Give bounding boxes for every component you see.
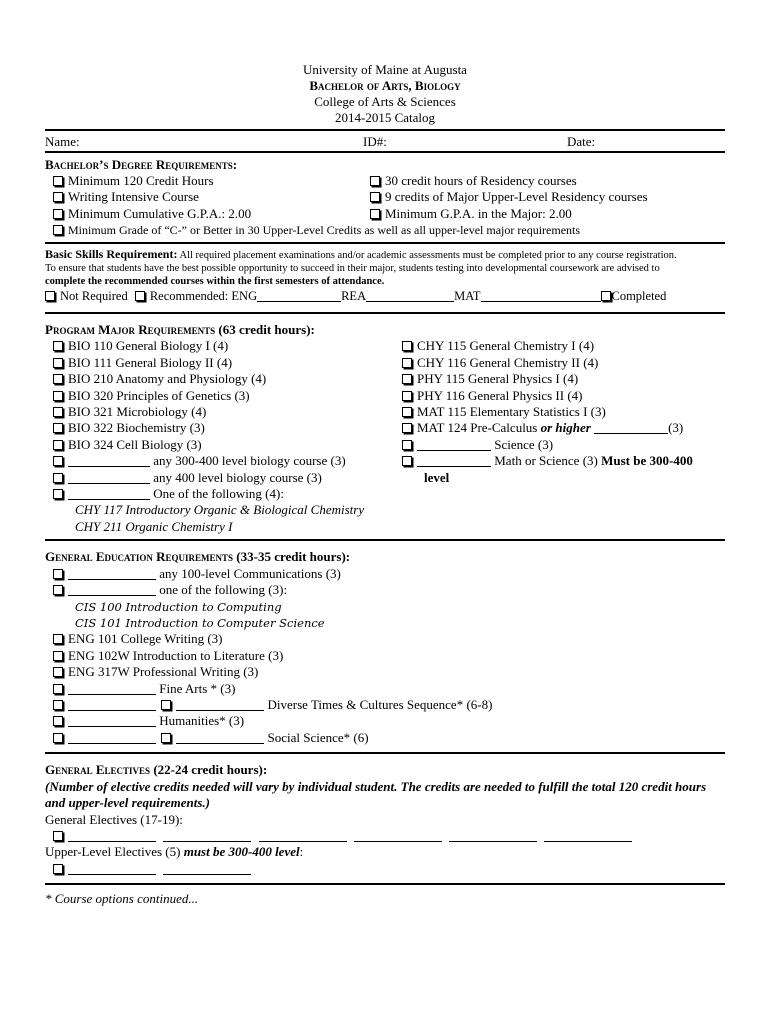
checkbox[interactable] — [53, 489, 63, 499]
major-section — [45, 322, 725, 535]
checklist-item: any 400 level biology course (3) — [53, 470, 383, 486]
bachelor-left — [53, 173, 251, 222]
checkbox[interactable] — [53, 585, 63, 595]
bachelor-title: Bachelor’s Degree Requirements: — [45, 157, 238, 172]
checklist-item: BIO 324 Cell Biology (3) — [53, 437, 383, 453]
basic-skills-options: Not Required Recommended: ENG REA MAT Completed — [45, 288, 725, 304]
checklist-item: PHY 115 General Physics I (4) — [402, 371, 732, 387]
checklist-item: Fine Arts * (3) — [53, 681, 725, 697]
checklist-item: Minimum 120 Credit Hours — [53, 173, 251, 189]
checkbox[interactable] — [45, 291, 55, 301]
checkbox[interactable] — [53, 341, 63, 351]
bachelor-right — [370, 173, 648, 222]
checklist-item: ENG 101 College Writing (3) — [53, 631, 725, 647]
checkbox[interactable] — [402, 391, 412, 401]
checkbox[interactable] — [161, 700, 171, 710]
checkbox[interactable] — [53, 374, 63, 384]
checklist-item: Math or Science (3) Must be 300-400 — [402, 453, 732, 469]
checkbox[interactable] — [53, 423, 63, 433]
checklist-item: BIO 210 Anatomy and Physiology (4) — [53, 371, 383, 387]
college-name: College of Arts & Sciences — [314, 94, 456, 109]
worksheet-page — [45, 62, 725, 908]
checklist-item: one of the following (3): — [53, 582, 725, 598]
checklist-item: BIO 111 General Biology II (4) — [53, 355, 383, 371]
checkbox[interactable] — [402, 341, 412, 351]
checkbox[interactable] — [53, 667, 63, 677]
checkbox[interactable] — [53, 473, 63, 483]
basic-skills-recommend: complete the recommended courses within the first semesters of attendance. — [45, 276, 385, 287]
checkbox[interactable] — [135, 291, 145, 301]
electives-title: General Electives (22-24 credit hours): — [45, 762, 268, 778]
checkbox[interactable] — [402, 440, 412, 450]
checklist-item: Social Science* (6) — [53, 730, 725, 746]
checklist-item: any 100-level Communications (3) — [53, 566, 725, 582]
course-blank[interactable] — [163, 862, 251, 875]
course-blank[interactable] — [68, 471, 150, 484]
divider — [45, 151, 725, 153]
checkbox[interactable] — [53, 456, 63, 466]
course-blank[interactable] — [594, 421, 668, 434]
bachelor-requirements — [45, 157, 725, 240]
course-option: CHY 117 Introductory Organic & Biological Chemistry — [75, 502, 365, 518]
course-blank[interactable] — [68, 583, 156, 596]
catalog-year: 2014-2015 Catalog — [334, 110, 435, 125]
course-blank[interactable] — [176, 731, 264, 744]
checkbox[interactable] — [370, 209, 380, 219]
basic-skills-advice: To ensure that students have the best possible opportunity to succeed in their major, students testing into developmental coursework are advised to — [45, 263, 660, 274]
electives-note: (Number of elective credits needed will vary by individual student. The credits are needed to fulfill the total 120 credit hours and upper-level requirements.) — [45, 778, 707, 811]
checklist-item: PHY 116 General Physics II (4) — [402, 388, 732, 404]
checklist-item: BIO 110 General Biology I (4) — [53, 338, 383, 354]
major-right — [402, 338, 732, 486]
electives-section — [45, 762, 725, 877]
checkbox[interactable] — [402, 358, 412, 368]
course-blank[interactable] — [68, 731, 156, 744]
divider — [45, 883, 725, 885]
course-blank[interactable] — [68, 454, 150, 467]
checklist-item: CHY 115 General Chemistry I (4) — [402, 338, 732, 354]
general-electives-blanks — [45, 828, 725, 844]
gened-title: General Education Requirements (33-35 credit hours): — [45, 549, 351, 565]
name-label[interactable]: Name: — [45, 134, 80, 149]
checkbox[interactable] — [53, 864, 63, 874]
course-blank[interactable] — [544, 829, 632, 842]
checkbox[interactable] — [53, 440, 63, 450]
checkbox[interactable] — [53, 407, 63, 417]
checkbox[interactable] — [161, 733, 171, 743]
rea-blank[interactable] — [366, 289, 454, 302]
eng-blank[interactable] — [257, 289, 341, 302]
checklist-item: Minimum Grade of “C-” or Better in 30 Upper-Level Credits as well as all upper-level major requirements — [53, 222, 580, 238]
checklist-item: ENG 102W Introduction to Literature (3) — [53, 648, 725, 664]
checkbox[interactable] — [53, 569, 63, 579]
checkbox[interactable] — [53, 831, 63, 841]
checklist-item: any 300-400 level biology course (3) — [53, 453, 383, 469]
checklist-item: Humanities* (3) — [53, 713, 725, 729]
basic-skills-text: Basic Skills Requirement: All required placement examinations and/or academic assessments must be completed prior to any course registration. — [45, 247, 677, 261]
checklist-item: CHY 116 General Chemistry II (4) — [402, 355, 732, 371]
checklist-item: MAT 124 Pre-Calculus or higher (3) — [402, 420, 732, 436]
course-blank[interactable] — [68, 682, 156, 695]
date-label[interactable]: Date: — [567, 134, 596, 149]
checklist-item: Minimum Cumulative G.P.A.: 2.00 — [53, 206, 251, 222]
checkbox[interactable] — [53, 391, 63, 401]
footer-note: * Course options continued... — [45, 891, 199, 907]
divider — [45, 539, 725, 541]
checkbox[interactable] — [53, 684, 63, 694]
checklist-item: 9 credits of Major Upper-Level Residency courses — [370, 189, 648, 205]
checklist-item: Science (3) — [402, 437, 732, 453]
checkbox[interactable] — [402, 423, 412, 433]
course-blank[interactable] — [163, 829, 251, 842]
checkbox[interactable] — [53, 651, 63, 661]
course-blank[interactable] — [68, 862, 156, 875]
checklist-item: ENG 317W Professional Writing (3) — [53, 664, 725, 680]
checkbox[interactable] — [402, 374, 412, 384]
basic-skills-section — [45, 244, 725, 304]
major-title: Program Major Requirements (63 credit hours): — [45, 322, 315, 338]
checkbox[interactable] — [53, 700, 63, 710]
checkbox[interactable] — [370, 192, 380, 202]
course-blank[interactable] — [259, 829, 347, 842]
checkbox[interactable] — [53, 209, 63, 219]
checkbox[interactable] — [53, 358, 63, 368]
checklist-item: BIO 321 Microbiology (4) — [53, 404, 383, 420]
level-note: level — [424, 469, 450, 485]
course-blank[interactable] — [176, 698, 264, 711]
checkbox[interactable] — [370, 176, 380, 186]
course-blank[interactable] — [68, 567, 156, 580]
checklist-item: One of the following (4): — [53, 486, 383, 502]
checkbox[interactable] — [53, 176, 63, 186]
checklist-item: Writing Intensive Course — [53, 189, 251, 205]
student-info-line — [45, 131, 725, 151]
course-blank[interactable] — [417, 454, 491, 467]
checkbox[interactable] — [53, 634, 63, 644]
course-option: CIS 100 Introduction to Computing — [75, 599, 282, 614]
checkbox[interactable] — [53, 733, 63, 743]
course-option: CIS 101 Introduction to Computer Science — [75, 616, 325, 631]
upper-electives-blanks — [45, 861, 725, 877]
checklist-item: 30 credit hours of Residency courses — [370, 173, 648, 189]
degree-title: Bachelor of Arts, Biology — [309, 78, 461, 93]
id-label[interactable]: ID#: — [363, 134, 387, 149]
course-blank[interactable] — [68, 714, 156, 727]
major-left — [53, 338, 383, 535]
checklist-item: Diverse Times & Cultures Sequence* (6-8) — [53, 697, 725, 713]
course-option: CHY 211 Organic Chemistry I — [75, 518, 233, 534]
divider — [45, 752, 725, 754]
course-blank[interactable] — [68, 698, 156, 711]
general-electives-label: General Electives (17-19): — [45, 811, 183, 827]
university-name: University of Maine at Augusta — [303, 62, 467, 77]
upper-electives-label: Upper-Level Electives (5) must be 300-400 level: — [45, 844, 304, 860]
checklist-item: BIO 320 Principles of Genetics (3) — [53, 388, 383, 404]
checklist-item: BIO 322 Biochemistry (3) — [53, 420, 383, 436]
gened-section — [45, 549, 725, 746]
divider — [45, 312, 725, 314]
course-blank[interactable] — [68, 487, 150, 500]
course-blank[interactable] — [68, 829, 156, 842]
checkbox[interactable] — [53, 716, 63, 726]
checklist-item: Minimum G.P.A. in the Major: 2.00 — [370, 206, 648, 222]
gened-list — [45, 566, 725, 746]
checkbox[interactable] — [601, 291, 611, 301]
checkbox[interactable] — [402, 407, 412, 417]
course-blank[interactable] — [449, 829, 537, 842]
checklist-item: MAT 115 Elementary Statistics I (3) — [402, 404, 732, 420]
course-blank[interactable] — [417, 438, 491, 451]
checkbox[interactable] — [53, 225, 63, 235]
mat-blank[interactable] — [481, 289, 601, 302]
checkbox[interactable] — [402, 456, 412, 466]
course-blank[interactable] — [354, 829, 442, 842]
checkbox[interactable] — [53, 192, 63, 202]
